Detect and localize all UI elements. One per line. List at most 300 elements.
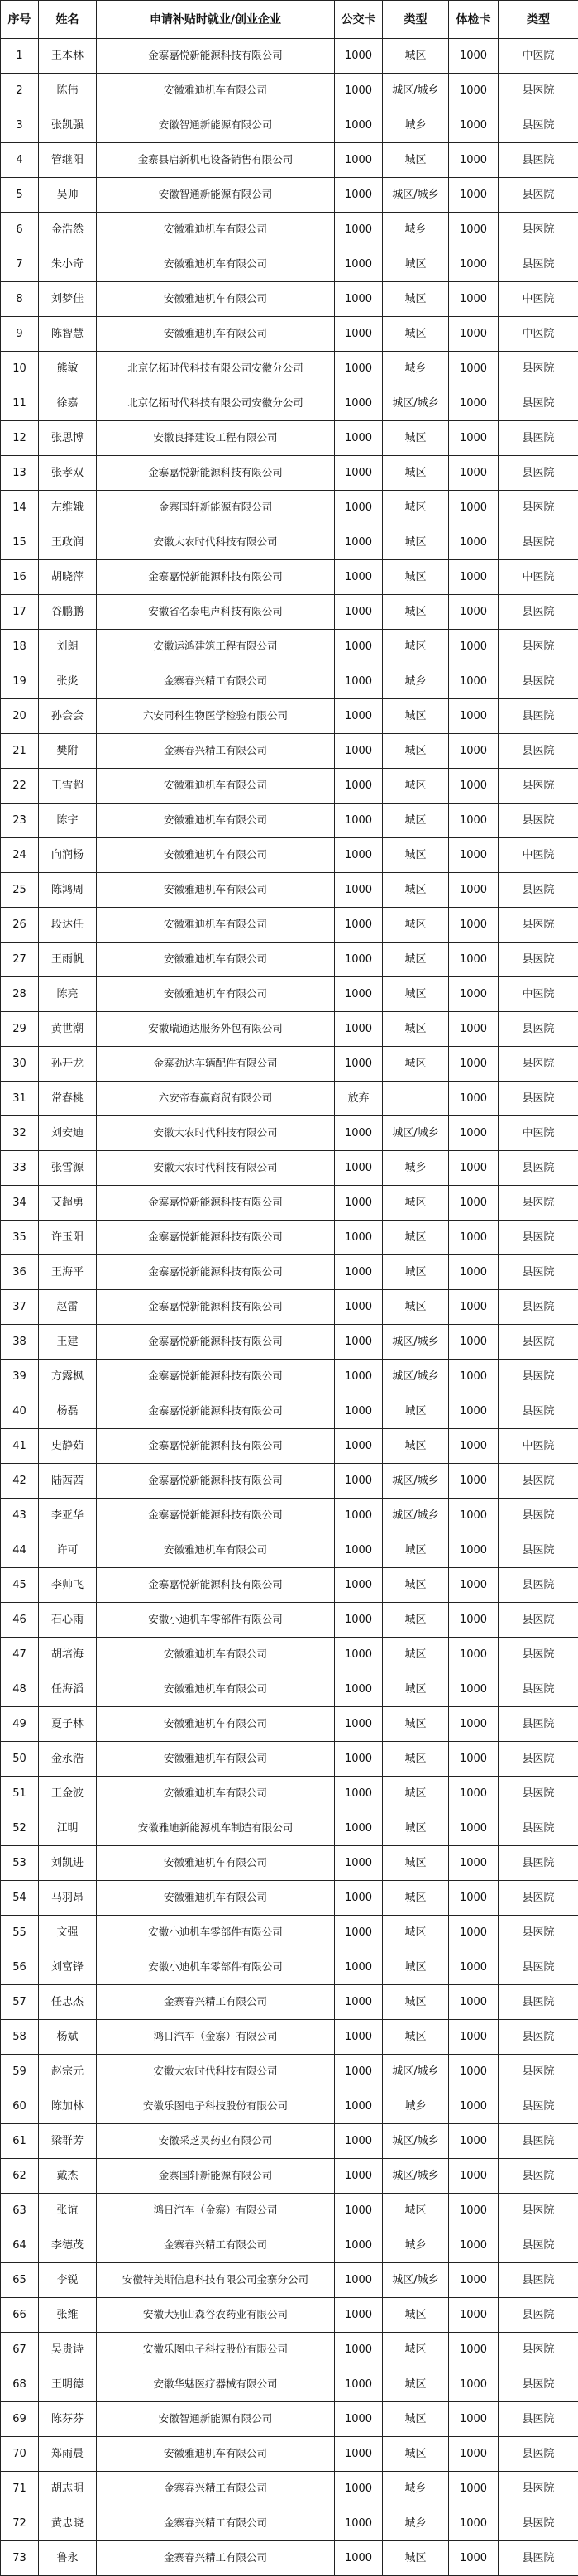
table-row bbox=[1, 1603, 578, 1638]
cell-serial: 41 bbox=[1, 1429, 39, 1464]
cell-checkup-card: 1000 bbox=[449, 1603, 499, 1638]
cell-bus-type: 城区 bbox=[383, 421, 449, 456]
cell-serial: 47 bbox=[1, 1638, 39, 1672]
cell-hospital-type: 县医院 bbox=[499, 1464, 578, 1499]
cell-bus-card: 1000 bbox=[335, 1742, 383, 1777]
cell-bus-card: 1000 bbox=[335, 317, 383, 352]
cell-bus-type: 城区 bbox=[383, 2333, 449, 2367]
cell-serial: 36 bbox=[1, 1255, 39, 1290]
cell-serial: 68 bbox=[1, 2367, 39, 2402]
cell-checkup-card: 1000 bbox=[449, 143, 499, 178]
cell-bus-type: 城区 bbox=[383, 1394, 449, 1429]
cell-checkup-card: 1000 bbox=[449, 1464, 499, 1499]
cell-bus-type: 城区/城乡 bbox=[383, 1464, 449, 1499]
cell-bus-card: 1000 bbox=[335, 1429, 383, 1464]
cell-bus-type: 城区 bbox=[383, 247, 449, 282]
table-row bbox=[1, 1777, 578, 1811]
cell-name: 王雪超 bbox=[39, 769, 97, 804]
table-row bbox=[1, 2089, 578, 2124]
cell-bus-type: 城区/城乡 bbox=[383, 2159, 449, 2194]
cell-bus-card: 1000 bbox=[335, 699, 383, 734]
cell-bus-type: 城区 bbox=[383, 1221, 449, 1255]
cell-company: 金寨嘉悦新能源科技有限公司 bbox=[97, 39, 335, 74]
cell-name: 张炎 bbox=[39, 664, 97, 699]
cell-hospital-type: 县医院 bbox=[499, 1811, 578, 1846]
cell-serial: 42 bbox=[1, 1464, 39, 1499]
cell-company: 北京亿拓时代科技有限公司安徽分公司 bbox=[97, 386, 335, 421]
cell-name: 孙开龙 bbox=[39, 1047, 97, 1082]
cell-bus-card: 1000 bbox=[335, 630, 383, 664]
cell-name: 艾超勇 bbox=[39, 1186, 97, 1221]
header-bus-card: 公交卡 bbox=[335, 1, 383, 39]
cell-checkup-card: 1000 bbox=[449, 699, 499, 734]
cell-checkup-card: 1000 bbox=[449, 838, 499, 873]
cell-serial: 48 bbox=[1, 1672, 39, 1707]
cell-serial: 28 bbox=[1, 977, 39, 1012]
cell-name: 石心雨 bbox=[39, 1603, 97, 1638]
cell-bus-type: 城区 bbox=[383, 977, 449, 1012]
cell-checkup-card: 1000 bbox=[449, 1811, 499, 1846]
cell-hospital-type: 县医院 bbox=[499, 2472, 578, 2506]
cell-hospital-type: 县医院 bbox=[499, 769, 578, 804]
cell-bus-type: 城乡 bbox=[383, 2472, 449, 2506]
cell-bus-card: 1000 bbox=[335, 1881, 383, 1916]
cell-hospital-type: 县医院 bbox=[499, 1499, 578, 1533]
cell-checkup-card: 1000 bbox=[449, 664, 499, 699]
table-row bbox=[1, 2020, 578, 2055]
cell-bus-card: 1000 bbox=[335, 1290, 383, 1325]
cell-company: 金寨春兴精工有限公司 bbox=[97, 2506, 335, 2541]
cell-hospital-type: 县医院 bbox=[499, 1151, 578, 1186]
cell-serial: 73 bbox=[1, 2541, 39, 2576]
table-row bbox=[1, 1255, 578, 1290]
cell-name: 张孝双 bbox=[39, 456, 97, 491]
cell-bus-type: 城区 bbox=[383, 525, 449, 560]
table-row bbox=[1, 1360, 578, 1394]
cell-bus-card: 1000 bbox=[335, 2437, 383, 2472]
cell-bus-card: 1000 bbox=[335, 2541, 383, 2576]
cell-bus-card: 1000 bbox=[335, 2020, 383, 2055]
cell-bus-type: 城乡 bbox=[383, 108, 449, 143]
cell-serial: 26 bbox=[1, 908, 39, 943]
cell-hospital-type: 县医院 bbox=[499, 525, 578, 560]
table-row bbox=[1, 2124, 578, 2159]
cell-bus-type: 城区 bbox=[383, 2541, 449, 2576]
cell-company: 安徽雅迪机车有限公司 bbox=[97, 769, 335, 804]
cell-bus-type: 城区 bbox=[383, 943, 449, 977]
cell-bus-type: 城区 bbox=[383, 143, 449, 178]
cell-checkup-card: 1000 bbox=[449, 1012, 499, 1047]
cell-company: 安徽雅迪机车有限公司 bbox=[97, 838, 335, 873]
cell-bus-card: 1000 bbox=[335, 838, 383, 873]
cell-bus-card: 1000 bbox=[335, 1394, 383, 1429]
cell-checkup-card: 1000 bbox=[449, 525, 499, 560]
cell-checkup-card: 1000 bbox=[449, 1290, 499, 1325]
cell-name: 陈伟 bbox=[39, 74, 97, 108]
cell-company: 安徽运鸿建筑工程有限公司 bbox=[97, 630, 335, 664]
cell-checkup-card: 1000 bbox=[449, 734, 499, 769]
cell-company: 安徽大农时代科技有限公司 bbox=[97, 1116, 335, 1151]
cell-name: 赵雷 bbox=[39, 1290, 97, 1325]
cell-bus-type: 城区/城乡 bbox=[383, 2263, 449, 2298]
cell-name: 胡志明 bbox=[39, 2472, 97, 2506]
cell-serial: 60 bbox=[1, 2089, 39, 2124]
table-row bbox=[1, 838, 578, 873]
cell-name: 郑雨晨 bbox=[39, 2437, 97, 2472]
cell-company: 安徽雅迪机车有限公司 bbox=[97, 1846, 335, 1881]
cell-name: 许玉阳 bbox=[39, 1221, 97, 1255]
cell-bus-type: 城区 bbox=[383, 39, 449, 74]
table-row bbox=[1, 108, 578, 143]
table-row bbox=[1, 2194, 578, 2228]
cell-name: 史静茹 bbox=[39, 1429, 97, 1464]
table-row bbox=[1, 1464, 578, 1499]
cell-bus-card: 1000 bbox=[335, 74, 383, 108]
cell-bus-card: 1000 bbox=[335, 734, 383, 769]
cell-checkup-card: 1000 bbox=[449, 213, 499, 247]
table-row bbox=[1, 1325, 578, 1360]
cell-serial: 59 bbox=[1, 2055, 39, 2089]
cell-bus-card: 1000 bbox=[335, 1186, 383, 1221]
table-row bbox=[1, 2402, 578, 2437]
cell-bus-card: 1000 bbox=[335, 282, 383, 317]
cell-bus-card: 1000 bbox=[335, 769, 383, 804]
cell-checkup-card: 1000 bbox=[449, 1742, 499, 1777]
cell-company: 金寨嘉悦新能源科技有限公司 bbox=[97, 1394, 335, 1429]
cell-serial: 72 bbox=[1, 2506, 39, 2541]
table-row bbox=[1, 1707, 578, 1742]
cell-hospital-type: 县医院 bbox=[499, 1672, 578, 1707]
table-row bbox=[1, 769, 578, 804]
cell-company: 安徽小迪机车零部件有限公司 bbox=[97, 1603, 335, 1638]
cell-name: 王建 bbox=[39, 1325, 97, 1360]
cell-serial: 32 bbox=[1, 1116, 39, 1151]
table-row bbox=[1, 1221, 578, 1255]
cell-hospital-type: 县医院 bbox=[499, 595, 578, 630]
cell-company: 安徽雅迪机车有限公司 bbox=[97, 943, 335, 977]
cell-serial: 9 bbox=[1, 317, 39, 352]
cell-checkup-card: 1000 bbox=[449, 2124, 499, 2159]
cell-serial: 35 bbox=[1, 1221, 39, 1255]
cell-bus-card: 1000 bbox=[335, 1985, 383, 2020]
cell-company: 安徽雅迪机车有限公司 bbox=[97, 1707, 335, 1742]
cell-serial: 24 bbox=[1, 838, 39, 873]
cell-serial: 15 bbox=[1, 525, 39, 560]
cell-bus-type: 城区 bbox=[383, 769, 449, 804]
table-row bbox=[1, 491, 578, 525]
cell-bus-type: 城区 bbox=[383, 1603, 449, 1638]
cell-checkup-card: 1000 bbox=[449, 1186, 499, 1221]
cell-bus-type: 城区 bbox=[383, 1707, 449, 1742]
cell-bus-type: 城乡 bbox=[383, 2089, 449, 2124]
cell-serial: 14 bbox=[1, 491, 39, 525]
cell-checkup-card: 1000 bbox=[449, 2298, 499, 2333]
cell-checkup-card: 1000 bbox=[449, 2437, 499, 2472]
cell-company: 安徽雅迪机车有限公司 bbox=[97, 977, 335, 1012]
cell-company: 安徽特美斯信息科技有限公司金寨分公司 bbox=[97, 2263, 335, 2298]
cell-bus-type: 城区 bbox=[383, 595, 449, 630]
cell-company: 安徽雅迪机车有限公司 bbox=[97, 317, 335, 352]
table-row bbox=[1, 560, 578, 595]
cell-serial: 22 bbox=[1, 769, 39, 804]
cell-bus-card: 1000 bbox=[335, 2055, 383, 2089]
cell-bus-type: 城区 bbox=[383, 491, 449, 525]
cell-bus-card: 1000 bbox=[335, 1116, 383, 1151]
cell-bus-card: 1000 bbox=[335, 108, 383, 143]
table-row bbox=[1, 74, 578, 108]
cell-bus-type: 城区 bbox=[383, 1985, 449, 2020]
cell-company: 金寨春兴精工有限公司 bbox=[97, 2228, 335, 2263]
cell-serial: 39 bbox=[1, 1360, 39, 1394]
cell-bus-card: 1000 bbox=[335, 2472, 383, 2506]
cell-hospital-type: 县医院 bbox=[499, 2228, 578, 2263]
cell-checkup-card: 1000 bbox=[449, 2506, 499, 2541]
table-row bbox=[1, 2263, 578, 2298]
cell-checkup-card: 1000 bbox=[449, 1672, 499, 1707]
cell-bus-card: 1000 bbox=[335, 2228, 383, 2263]
cell-checkup-card: 1000 bbox=[449, 1360, 499, 1394]
cell-serial: 65 bbox=[1, 2263, 39, 2298]
cell-checkup-card: 1000 bbox=[449, 386, 499, 421]
header-name: 姓名 bbox=[39, 1, 97, 39]
table-row bbox=[1, 1568, 578, 1603]
table-row bbox=[1, 143, 578, 178]
cell-company: 安徽大农时代科技有限公司 bbox=[97, 1151, 335, 1186]
cell-serial: 45 bbox=[1, 1568, 39, 1603]
cell-checkup-card: 1000 bbox=[449, 1116, 499, 1151]
cell-serial: 61 bbox=[1, 2124, 39, 2159]
cell-hospital-type: 县医院 bbox=[499, 1603, 578, 1638]
cell-bus-type: 城区 bbox=[383, 1846, 449, 1881]
cell-name: 张雪源 bbox=[39, 1151, 97, 1186]
cell-serial: 55 bbox=[1, 1916, 39, 1950]
cell-serial: 31 bbox=[1, 1082, 39, 1116]
cell-serial: 8 bbox=[1, 282, 39, 317]
cell-company: 安徽乐图电子科技股份有限公司 bbox=[97, 2089, 335, 2124]
cell-name: 李亚华 bbox=[39, 1499, 97, 1533]
table-row bbox=[1, 178, 578, 213]
cell-bus-card: 1000 bbox=[335, 1638, 383, 1672]
cell-hospital-type: 县医院 bbox=[499, 1533, 578, 1568]
table-row bbox=[1, 1950, 578, 1985]
cell-bus-card: 1000 bbox=[335, 560, 383, 595]
cell-company: 安徽省名泰电声科技有限公司 bbox=[97, 595, 335, 630]
cell-name: 管继阳 bbox=[39, 143, 97, 178]
cell-serial: 56 bbox=[1, 1950, 39, 1985]
cell-hospital-type: 县医院 bbox=[499, 2298, 578, 2333]
cell-company: 安徽雅迪机车有限公司 bbox=[97, 247, 335, 282]
cell-hospital-type: 县医院 bbox=[499, 1846, 578, 1881]
cell-hospital-type: 县医院 bbox=[499, 421, 578, 456]
cell-hospital-type: 中医院 bbox=[499, 1116, 578, 1151]
cell-bus-card: 1000 bbox=[335, 2506, 383, 2541]
cell-company: 金寨嘉悦新能源科技有限公司 bbox=[97, 1221, 335, 1255]
cell-serial: 17 bbox=[1, 595, 39, 630]
cell-bus-type: 城区 bbox=[383, 1672, 449, 1707]
cell-bus-card: 1000 bbox=[335, 1707, 383, 1742]
cell-hospital-type: 县医院 bbox=[499, 2089, 578, 2124]
table-row bbox=[1, 2333, 578, 2367]
table-row bbox=[1, 525, 578, 560]
cell-bus-type: 城区 bbox=[383, 734, 449, 769]
cell-bus-type: 城区/城乡 bbox=[383, 178, 449, 213]
cell-bus-type: 城乡 bbox=[383, 1151, 449, 1186]
cell-bus-type: 城区/城乡 bbox=[383, 2124, 449, 2159]
cell-bus-type: 城区/城乡 bbox=[383, 1360, 449, 1394]
cell-checkup-card: 1000 bbox=[449, 317, 499, 352]
cell-name: 任海滔 bbox=[39, 1672, 97, 1707]
table-row bbox=[1, 2228, 578, 2263]
cell-checkup-card: 1000 bbox=[449, 908, 499, 943]
cell-serial: 30 bbox=[1, 1047, 39, 1082]
cell-bus-type: 城区 bbox=[383, 282, 449, 317]
cell-bus-type: 城区 bbox=[383, 699, 449, 734]
cell-company: 北京亿拓时代科技有限公司安徽分公司 bbox=[97, 352, 335, 386]
cell-name: 张维 bbox=[39, 2298, 97, 2333]
cell-company: 安徽雅迪机车有限公司 bbox=[97, 1638, 335, 1672]
table-row bbox=[1, 2298, 578, 2333]
cell-bus-type: 城区 bbox=[383, 630, 449, 664]
cell-company: 金寨劲达车辆配件有限公司 bbox=[97, 1047, 335, 1082]
cell-bus-card: 1000 bbox=[335, 804, 383, 838]
cell-company: 安徽良择建设工程有限公司 bbox=[97, 421, 335, 456]
cell-company: 安徽雅迪机车有限公司 bbox=[97, 1742, 335, 1777]
cell-name: 王本林 bbox=[39, 39, 97, 74]
cell-hospital-type: 县医院 bbox=[499, 908, 578, 943]
cell-checkup-card: 1000 bbox=[449, 74, 499, 108]
cell-serial: 1 bbox=[1, 39, 39, 74]
cell-serial: 69 bbox=[1, 2402, 39, 2437]
cell-hospital-type: 县医院 bbox=[499, 1290, 578, 1325]
table-row bbox=[1, 1499, 578, 1533]
cell-company: 安徽智通新能源有限公司 bbox=[97, 108, 335, 143]
cell-name: 常春桃 bbox=[39, 1082, 97, 1116]
cell-bus-type: 城区 bbox=[383, 560, 449, 595]
cell-name: 王雨帆 bbox=[39, 943, 97, 977]
cell-hospital-type: 县医院 bbox=[499, 2367, 578, 2402]
table-row bbox=[1, 1394, 578, 1429]
cell-name: 胡晓萍 bbox=[39, 560, 97, 595]
cell-serial: 4 bbox=[1, 143, 39, 178]
cell-bus-card: 1000 bbox=[335, 2298, 383, 2333]
cell-name: 陈宇 bbox=[39, 804, 97, 838]
cell-bus-card: 1000 bbox=[335, 1846, 383, 1881]
cell-serial: 7 bbox=[1, 247, 39, 282]
cell-bus-card: 1000 bbox=[335, 1221, 383, 1255]
cell-checkup-card: 1000 bbox=[449, 873, 499, 908]
cell-hospital-type: 县医院 bbox=[499, 352, 578, 386]
table-row bbox=[1, 1846, 578, 1881]
cell-bus-card: 1000 bbox=[335, 595, 383, 630]
cell-hospital-type: 县医院 bbox=[499, 1916, 578, 1950]
cell-bus-type: 城区 bbox=[383, 2402, 449, 2437]
table-row bbox=[1, 2159, 578, 2194]
cell-company: 安徽雅迪机车有限公司 bbox=[97, 74, 335, 108]
cell-checkup-card: 1000 bbox=[449, 2228, 499, 2263]
cell-name: 熊敏 bbox=[39, 352, 97, 386]
cell-checkup-card: 1000 bbox=[449, 178, 499, 213]
cell-bus-type: 城区 bbox=[383, 2298, 449, 2333]
cell-bus-card: 1000 bbox=[335, 2333, 383, 2367]
cell-checkup-card: 1000 bbox=[449, 2333, 499, 2367]
cell-name: 鲁永 bbox=[39, 2541, 97, 2576]
cell-serial: 43 bbox=[1, 1499, 39, 1533]
cell-bus-card: 1000 bbox=[335, 213, 383, 247]
cell-name: 段达任 bbox=[39, 908, 97, 943]
cell-hospital-type: 县医院 bbox=[499, 2020, 578, 2055]
cell-hospital-type: 县医院 bbox=[499, 2506, 578, 2541]
cell-checkup-card: 1000 bbox=[449, 1499, 499, 1533]
cell-hospital-type: 县医院 bbox=[499, 2263, 578, 2298]
cell-bus-type: 城乡 bbox=[383, 664, 449, 699]
cell-checkup-card: 1000 bbox=[449, 1777, 499, 1811]
cell-bus-card: 1000 bbox=[335, 491, 383, 525]
cell-bus-card: 1000 bbox=[335, 1325, 383, 1360]
cell-checkup-card: 1000 bbox=[449, 2055, 499, 2089]
cell-bus-type: 城区 bbox=[383, 1638, 449, 1672]
cell-company: 安徽智通新能源有限公司 bbox=[97, 178, 335, 213]
cell-hospital-type: 县医院 bbox=[499, 1742, 578, 1777]
cell-company: 金寨春兴精工有限公司 bbox=[97, 2472, 335, 2506]
table-row bbox=[1, 630, 578, 664]
cell-checkup-card: 1000 bbox=[449, 2159, 499, 2194]
cell-name: 金永浩 bbox=[39, 1742, 97, 1777]
cell-serial: 6 bbox=[1, 213, 39, 247]
cell-company: 金寨县启新机电设备销售有限公司 bbox=[97, 143, 335, 178]
cell-company: 金寨春兴精工有限公司 bbox=[97, 1985, 335, 2020]
table-row bbox=[1, 247, 578, 282]
cell-name: 陈鸿周 bbox=[39, 873, 97, 908]
cell-hospital-type: 县医院 bbox=[499, 1950, 578, 1985]
cell-serial: 25 bbox=[1, 873, 39, 908]
table-row bbox=[1, 664, 578, 699]
cell-bus-type: 城区/城乡 bbox=[383, 1116, 449, 1151]
cell-serial: 62 bbox=[1, 2159, 39, 2194]
cell-hospital-type: 县医院 bbox=[499, 2055, 578, 2089]
cell-bus-card: 1000 bbox=[335, 2402, 383, 2437]
cell-serial: 46 bbox=[1, 1603, 39, 1638]
cell-serial: 63 bbox=[1, 2194, 39, 2228]
cell-bus-card: 1000 bbox=[335, 2367, 383, 2402]
cell-hospital-type: 县医院 bbox=[499, 699, 578, 734]
cell-checkup-card: 1000 bbox=[449, 1047, 499, 1082]
cell-company: 安徽雅迪机车有限公司 bbox=[97, 804, 335, 838]
cell-bus-card: 1000 bbox=[335, 873, 383, 908]
cell-company: 安徽雅迪机车有限公司 bbox=[97, 282, 335, 317]
cell-bus-card: 1000 bbox=[335, 1360, 383, 1394]
cell-hospital-type: 县医院 bbox=[499, 1255, 578, 1290]
cell-hospital-type: 县医院 bbox=[499, 74, 578, 108]
cell-bus-type: 城区 bbox=[383, 2194, 449, 2228]
cell-bus-card: 1000 bbox=[335, 1464, 383, 1499]
cell-checkup-card: 1000 bbox=[449, 2194, 499, 2228]
cell-name: 梁群芳 bbox=[39, 2124, 97, 2159]
cell-name: 陈芬芬 bbox=[39, 2402, 97, 2437]
table-row bbox=[1, 2437, 578, 2472]
cell-company: 金寨嘉悦新能源科技有限公司 bbox=[97, 1568, 335, 1603]
cell-name: 黄世潮 bbox=[39, 1012, 97, 1047]
cell-serial: 29 bbox=[1, 1012, 39, 1047]
cell-serial: 37 bbox=[1, 1290, 39, 1325]
cell-company: 金寨国轩新能源有限公司 bbox=[97, 2159, 335, 2194]
cell-company: 金寨春兴精工有限公司 bbox=[97, 2541, 335, 2576]
cell-checkup-card: 1000 bbox=[449, 2541, 499, 2576]
cell-hospital-type: 县医院 bbox=[499, 143, 578, 178]
cell-hospital-type: 县医院 bbox=[499, 2402, 578, 2437]
cell-company: 安徽大别山森谷农药业有限公司 bbox=[97, 2298, 335, 2333]
table-row bbox=[1, 908, 578, 943]
cell-bus-card: 1000 bbox=[335, 39, 383, 74]
